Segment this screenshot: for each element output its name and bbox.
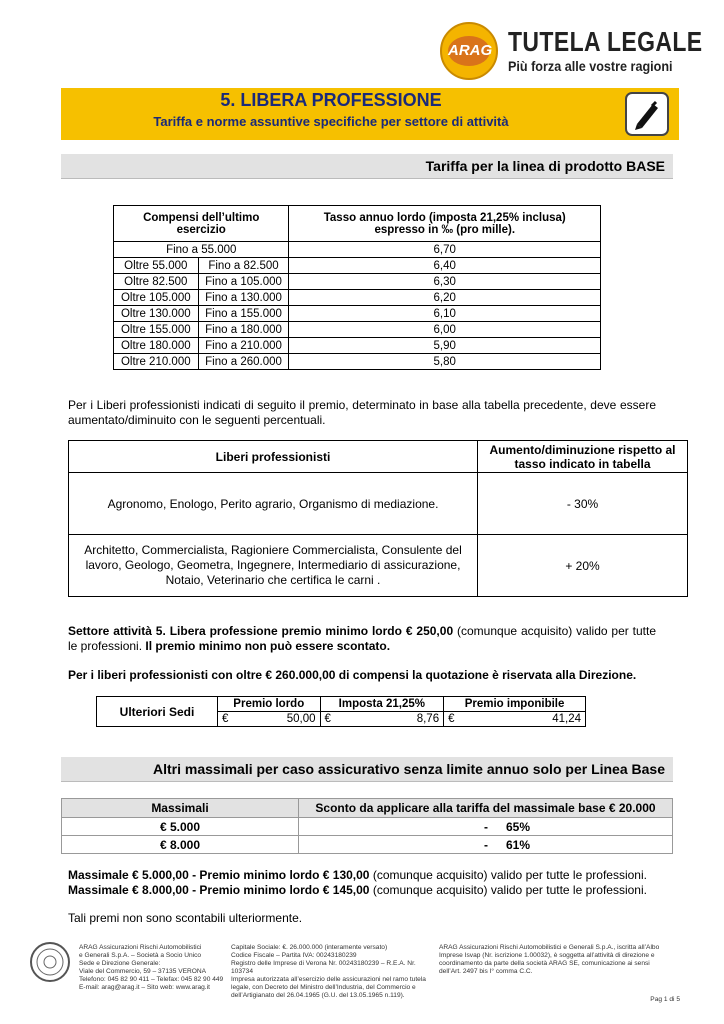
page-title: 5. LIBERA PROFESSIONE bbox=[220, 90, 442, 110]
sedi-value-imposta: 8,76 bbox=[339, 712, 444, 727]
tariff-to: Fino a 105.000 bbox=[198, 274, 289, 290]
footer-line: E-mail: arag@arag.it – Sito web: www.arag.it bbox=[79, 984, 210, 991]
arag-logo-icon bbox=[440, 22, 498, 80]
tariff-first-range: Fino a 55.000 bbox=[114, 242, 289, 258]
footer-line: e Generali S.p.A. – Società a Socio Unico bbox=[79, 952, 202, 959]
footer-line: Sede e Direzione Generale: bbox=[79, 960, 161, 967]
professions-table bbox=[68, 440, 688, 597]
minimum-premium-normal: (comunque acquisito) valido per tutte le professioni. bbox=[68, 624, 657, 653]
tariff-rate: 6,30 bbox=[289, 274, 601, 290]
minimum-premium-bold-end: Il premio minimo non può essere scontato. bbox=[142, 639, 391, 653]
tariff-from: Oltre 105.000 bbox=[114, 290, 199, 306]
tariff-rate: 6,20 bbox=[289, 290, 601, 306]
professions-adjustment: - 30% bbox=[478, 473, 688, 535]
tariff-to: Fino a 155.000 bbox=[198, 306, 289, 322]
logo-text: ARAG bbox=[448, 36, 490, 66]
tariff-rate: 6,10 bbox=[289, 306, 601, 322]
tariff-table bbox=[113, 205, 601, 370]
section-title-massimali: Altri massimali per caso assicurativo senza limite annuo solo per Linea Base bbox=[153, 761, 665, 777]
sedi-value-lordo: 50,00 bbox=[236, 712, 320, 727]
tariff-from: Oltre 155.000 bbox=[114, 322, 199, 338]
section-header-massimali bbox=[61, 757, 673, 782]
pen-icon bbox=[625, 92, 669, 136]
massimale-value: € 5.000 bbox=[62, 818, 299, 836]
brand-tagline: Più forza alle vostre ragioni bbox=[508, 58, 673, 74]
currency-symbol: € bbox=[218, 712, 237, 727]
massimale-note-bold: Massimale € 5.000,00 - Premio minimo lordo € 130,00 bbox=[68, 868, 370, 882]
tariff-from: Oltre 82.500 bbox=[114, 274, 199, 290]
sedi-header-lordo: Premio lordo bbox=[218, 697, 321, 712]
massimale-notes bbox=[68, 868, 688, 898]
page-subtitle: Tariffa e norme assuntive specifiche per settore di attività bbox=[153, 114, 509, 129]
tariff-to: Fino a 82.500 bbox=[198, 258, 289, 274]
tariff-col1-header: Compensi dell’ultimo esercizio bbox=[114, 206, 289, 242]
professions-col2-header: Aumento/diminuzione rispetto al tasso indicato in tabella bbox=[478, 441, 688, 473]
professions-list: Architetto, Commercialista, Ragioniere Commercialista, Consulente del lavoro, Geologo, Geometra, Ingegnere, Intermediario di assicurazione, Notaio, Veterinario che certifica le carni . bbox=[69, 535, 478, 597]
sedi-table bbox=[96, 696, 586, 727]
tariff-rate: 6,40 bbox=[289, 258, 601, 274]
massimale-note bbox=[68, 883, 688, 898]
footer-group-info bbox=[439, 944, 689, 976]
massimale-discount: 65% bbox=[492, 818, 673, 836]
intro-paragraph: Per i Liberi professionisti indicati di seguito il premio, determinato in base alla tabella precedente, deve essere aumentato/diminuito con le seguenti percentuali. bbox=[68, 398, 656, 427]
tariff-from: Oltre 210.000 bbox=[114, 354, 199, 370]
massimali-col1-header: Massimali bbox=[62, 799, 299, 818]
currency-symbol: € bbox=[444, 712, 463, 727]
section-banner bbox=[61, 88, 679, 140]
footer-line: Viale del Commercio, 59 – 37135 VERONA bbox=[79, 968, 207, 975]
professions-col1-header: Liberi professionisti bbox=[69, 441, 478, 473]
footer-line: Impresa autorizzata all’esercizio delle assicurazioni nel ramo tutela bbox=[231, 976, 426, 983]
section-title-base: Tariffa per la linea di prodotto BASE bbox=[425, 158, 665, 174]
footer-company-info bbox=[79, 944, 229, 992]
tariff-from: Oltre 180.000 bbox=[114, 338, 199, 354]
massimale-note bbox=[68, 868, 688, 883]
tariff-to: Fino a 260.000 bbox=[198, 354, 289, 370]
minimum-premium-note bbox=[68, 624, 656, 654]
tariff-first-rate: 6,70 bbox=[289, 242, 601, 258]
footer-line: Telefono: 045 82 90 411 – Telefax: 045 82 90 449 bbox=[79, 976, 224, 983]
footer-line: dell’Artigianato del 26.04.1965 (G.U. del 13.05.1965 n.119). bbox=[231, 992, 405, 999]
tariff-to: Fino a 130.000 bbox=[198, 290, 289, 306]
not-discountable-note: Tali premi non sono scontabili ulteriormente. bbox=[68, 911, 303, 925]
massimale-discount: 61% bbox=[492, 836, 673, 854]
tariff-rate: 5,80 bbox=[289, 354, 601, 370]
tariff-to: Fino a 180.000 bbox=[198, 322, 289, 338]
professions-list: Agronomo, Enologo, Perito agrario, Organismo di mediazione. bbox=[69, 473, 478, 535]
footer-line: Registro delle Imprese di Verona Nr. 00243180239 – R.E.A. Nr. bbox=[231, 960, 416, 967]
sedi-label: Ulteriori Sedi bbox=[97, 697, 218, 727]
sedi-value-imponibile: 41,24 bbox=[462, 712, 585, 727]
massimali-col2-header: Sconto da applicare alla tariffa del massimale base € 20.000 bbox=[299, 799, 673, 818]
massimali-table bbox=[61, 798, 673, 854]
tariff-rate: 5,90 bbox=[289, 338, 601, 354]
sedi-header-imponibile: Premio imponibile bbox=[444, 697, 586, 712]
tariff-from: Oltre 55.000 bbox=[114, 258, 199, 274]
footer-legal-info bbox=[231, 944, 431, 1000]
massimale-dash: - bbox=[299, 836, 493, 854]
footer-line: coordinamento da parte della società ARAG SE, comunicazione ai sensi bbox=[439, 960, 650, 967]
footer-line: ARAG Assicurazioni Rischi Automobilistici bbox=[79, 944, 202, 951]
massimale-note-normal: (comunque acquisito) valido per tutte le professioni. bbox=[369, 868, 647, 882]
footer-line: Capitale Sociale: €. 26.000.000 (interamente versato) bbox=[231, 944, 388, 951]
sedi-header-imposta: Imposta 21,25% bbox=[320, 697, 444, 712]
minimum-premium-bold: Settore attività 5. Libera professione premio minimo lordo € 250,00 bbox=[68, 624, 454, 638]
footer-line: Codice Fiscale – Partita IVA: 00243180239 bbox=[231, 952, 357, 959]
footer-line: dell’Art. 2497 bis I° comma C.C. bbox=[439, 968, 533, 975]
brand-title: TUTELA LEGALE bbox=[508, 26, 703, 57]
currency-symbol: € bbox=[320, 712, 339, 727]
massimale-value: € 8.000 bbox=[62, 836, 299, 854]
tariff-from: Oltre 130.000 bbox=[114, 306, 199, 322]
direction-note: Per i liberi professionisti con oltre € 260.000,00 di compensi la quotazione è riservata alla Direzione. bbox=[68, 668, 637, 682]
massimale-note-normal: (comunque acquisito) valido per tutte le professioni. bbox=[369, 883, 647, 897]
tariff-col2-header: Tasso annuo lordo (imposta 21,25% inclusa) espresso in ‰ (pro mille). bbox=[289, 206, 601, 242]
massimale-dash: - bbox=[299, 818, 493, 836]
footer-line: ARAG Assicurazioni Rischi Automobilistici e Generali S.p.A., iscritta all’Albo bbox=[439, 944, 660, 951]
page-number: Pag 1 di 5 bbox=[650, 996, 680, 1003]
footer-line: legale, con Decreto del Ministro dell’Industria, del Commercio e bbox=[231, 984, 416, 991]
tariff-to: Fino a 210.000 bbox=[198, 338, 289, 354]
footer-line: 103734 bbox=[231, 968, 254, 975]
tariff-rate: 6,00 bbox=[289, 322, 601, 338]
arag-seal-icon bbox=[30, 942, 70, 982]
section-header-base bbox=[61, 154, 673, 179]
massimale-note-bold: Massimale € 8.000,00 - Premio minimo lordo € 145,00 bbox=[68, 883, 370, 897]
brand-logo bbox=[436, 22, 706, 82]
footer-line: Imprese Isvap (Nr. iscrizione 1.00032), è soggetta all’attività di direzione e bbox=[439, 952, 655, 959]
professions-adjustment: + 20% bbox=[478, 535, 688, 597]
